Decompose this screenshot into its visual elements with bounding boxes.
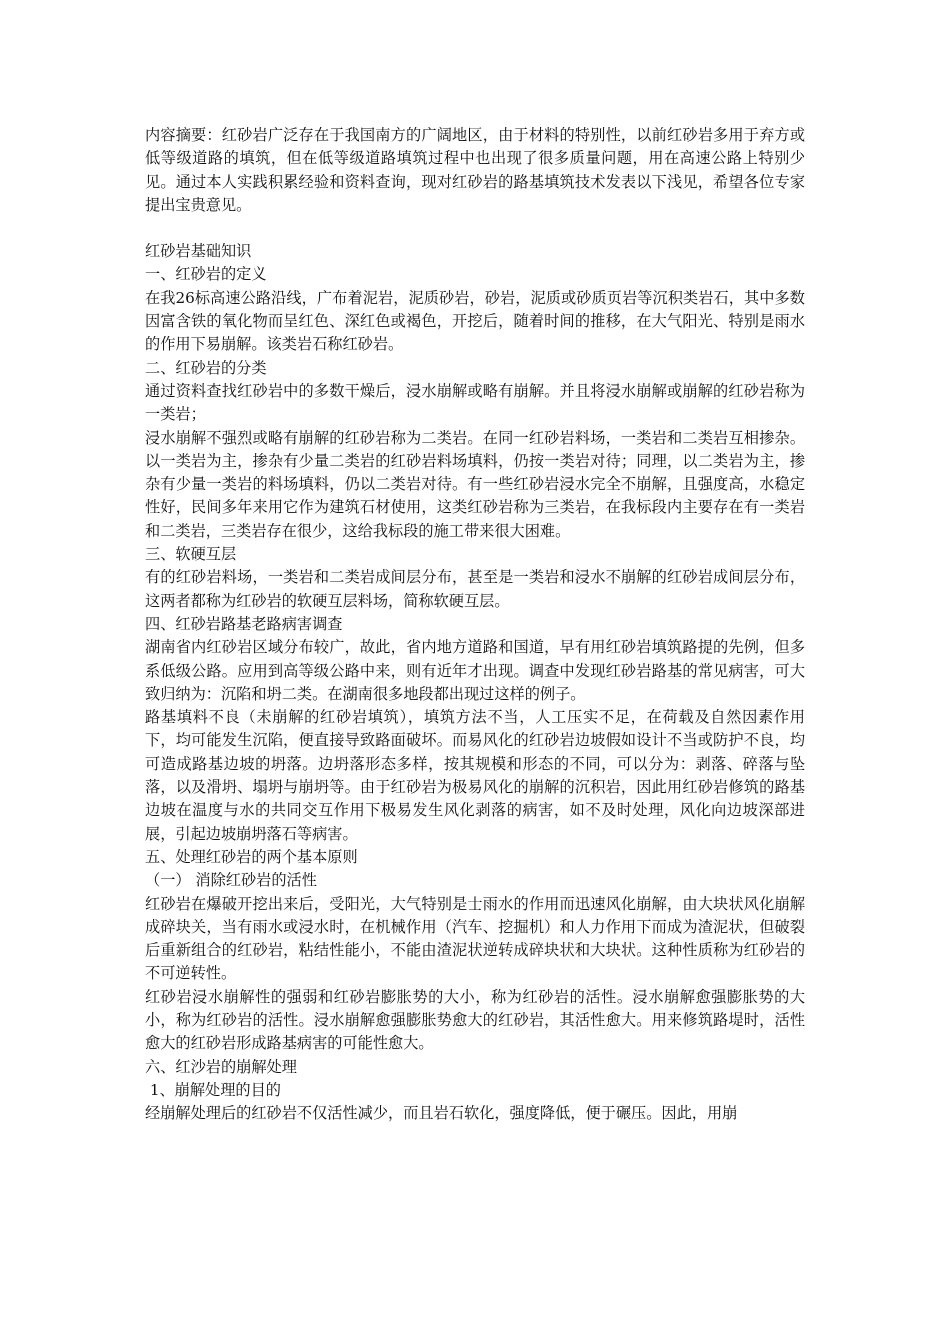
paragraph: 红砂岩浸水崩解性的强弱和红砂岩膨胀势的大小，称为红砂岩的活性。浸水崩解愈强膨胀势的大小，称为红砂岩的活性。浸水崩解愈强膨胀势愈大的红砂岩，其活性愈大。用来修筑路堤时，活性愈大的红砂岩形成路基病害的可能性愈大。 <box>145 987 805 1053</box>
heading-soft-hard-layers: 三、软硬互层 <box>145 545 237 564</box>
paragraph: 经崩解处理后的红砂岩不仅活性减少，而且岩石软化，强度降低，便于碾压。因此，用崩 <box>145 1104 738 1123</box>
heading-road-survey: 四、红砂岩路基老路病害调查 <box>145 614 343 633</box>
paragraph: 通过资料查找红砂岩中的多数干燥后，浸水崩解或略有崩解。并且将浸水崩解或崩解的红砂岩称为一类岩； <box>145 381 805 424</box>
heading-disintegration: 六、红沙岩的崩解处理 <box>145 1057 297 1076</box>
spacer <box>145 217 805 240</box>
paragraph: 红砂岩在爆破开挖出来后，受阳光，大气特别是士雨水的作用而迅速风化崩解，由大块状风化崩解成碎块关，当有雨水或浸水时，在机械作用（汽车、挖掘机）和人力作用下而成为渣泥状，但破裂后重新组合的红砂岩，粘结性能小，不能由渣泥状逆转成碎块状和大块状。这种性质称为红砂岩的不可逆转性。 <box>145 894 805 983</box>
subheading-purpose: 1、崩解处理的目的 <box>145 1080 281 1099</box>
heading-principles: 五、处理红砂岩的两个基本原则 <box>145 847 358 866</box>
paragraph: 浸水崩解不强烈或略有崩解的红砂岩称为二类岩。在同一红砂岩料场，一类岩和二类岩互相掺杂。以一类岩为主，掺杂有少量二类岩的红砂岩料场填料，仍按一类岩对待；同理，以二类岩为主，掺杂有少量一类岩的料场填料，仍以二类岩对待。有一些红砂岩浸水完全不崩解，且强度高，水稳定性好，民间多年来用它作为建筑石材使用，这类红砂岩称为三类岩，在我标段内主要存在有一类岩和二类岩，三类岩存在很少，这给我标段的施工带来很大困难。 <box>145 428 805 540</box>
subheading-activity: （一） 消除红砂岩的活性 <box>145 871 317 890</box>
paragraph: 路基填料不良（未崩解的红砂岩填筑），填筑方法不当，人工压实不足，在荷载及自然因素作用下，均可能发生沉陷，便直接导致路面破坏。而易风化的红砂岩边坡假如设计不当或防护不良，均可造成路基边坡的坍落。边坍落形态多样，按其规模和形态的不同，可以分为：剥落、碎落与坠落，以及滑坍、塌坍与崩坍等。由于红砂岩为极易风化的崩解的沉积岩，因此用红砂岩修筑的路基边坡在温度与水的共同交互作用下极易发生风化剥落的病害，如不及时处理，风化向边坡深部进展，引起边坡崩坍落石等病害。 <box>145 708 805 843</box>
section-title: 红砂岩基础知识 <box>145 242 252 261</box>
paragraph: 湖南省内红砂岩区域分布较广，故此，省内地方道路和国道，早有用红砂岩填筑路提的先例，但多系低级公路。应用到高等级公路中来，则有近年才出现。调查中发现红砂岩路基的常见病害，可大致归纳为：沉陷和坍二类。在湖南很多地段都出现过这样的例子。 <box>145 638 805 703</box>
paragraph: 在我26标高速公路沿线，广布着泥岩，泥质砂岩，砂岩，泥质或砂质页岩等沉积类岩石，其中多数因富含铁的氧化物而呈红色、深红色或褐色，开挖后，随着时间的推移，在大气阳光、特别是雨水的作用下易崩解。该类岩石称红砂岩。 <box>145 288 805 354</box>
heading-classification: 二、红砂岩的分类 <box>145 358 267 377</box>
heading-definition: 一、红砂岩的定义 <box>145 265 267 284</box>
abstract: 内容摘要：红砂岩广泛存在于我国南方的广阔地区，由于材料的特别性，以前红砂岩多用于弃方或低等级道路的填筑，但在低等级道路填筑过程中也出现了很多质量问题，用在高速公路上特别少见。通过本人实践积累经验和资料查询，现对红砂岩的路基填筑技术发表以下浅见，希望各位专家提出宝贵意见。 <box>145 126 805 214</box>
document-page <box>145 124 805 1125</box>
paragraph: 有的红砂岩料场，一类岩和二类岩成间层分布，甚至是一类岩和浸水不崩解的红砂岩成间层分布，这两者都称为红砂岩的软硬互层料场，简称软硬互层。 <box>145 568 805 610</box>
